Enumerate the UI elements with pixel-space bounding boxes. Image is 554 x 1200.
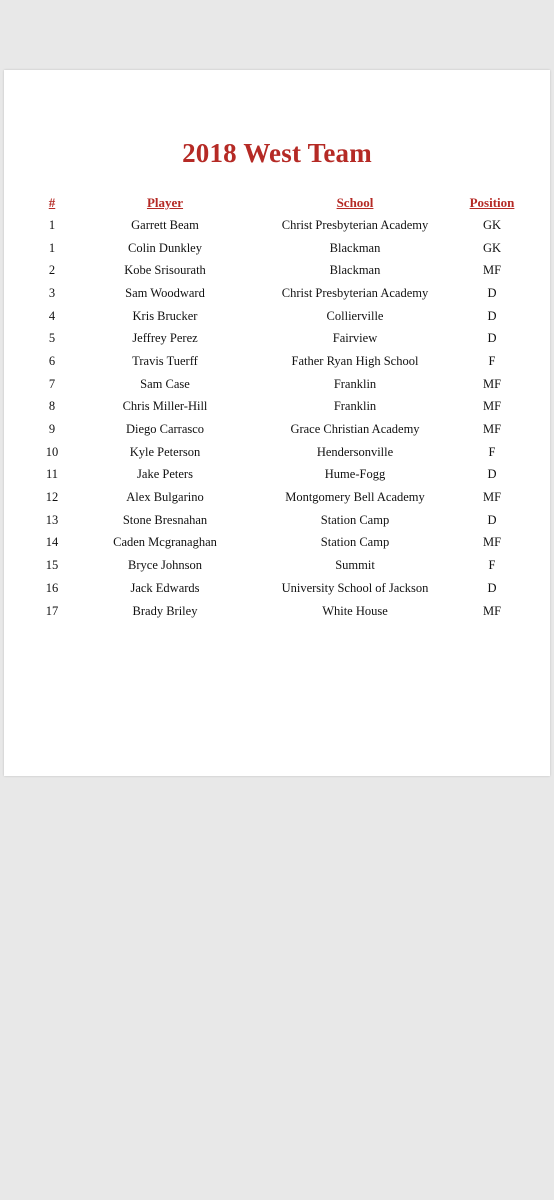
player-name: Brady Briley [132, 603, 198, 618]
player-number: 11 [45, 467, 59, 482]
table-row [29, 600, 529, 623]
table-row [29, 554, 529, 577]
player-name: Sam Case [140, 376, 190, 391]
table-row [29, 486, 529, 509]
player-school: Father Ryan High School [291, 353, 419, 368]
player-number: 13 [45, 512, 59, 527]
player-position: MF [482, 376, 502, 391]
player-school: Station Camp [320, 512, 390, 527]
player-name: Jake Peters [137, 467, 193, 482]
table-row [29, 350, 529, 373]
table-row [29, 509, 529, 532]
player-position: D [487, 512, 497, 527]
player-name: Jeffrey Perez [132, 331, 198, 346]
player-school: Hume-Fogg [324, 467, 386, 482]
player-name: Caden Mcgranaghan [113, 535, 217, 550]
player-position: MF [482, 603, 502, 618]
player-number: 10 [45, 444, 59, 459]
table-row [29, 396, 529, 419]
player-position: MF [482, 422, 502, 437]
player-number: 9 [48, 422, 56, 437]
player-school: Blackman [329, 240, 381, 255]
table-row [29, 441, 529, 464]
player-position: D [487, 308, 497, 323]
player-number: 14 [45, 535, 59, 550]
table-row [29, 464, 529, 487]
player-name: Garrett Beam [131, 217, 199, 232]
player-school: Blackman [329, 263, 381, 278]
roster-body [29, 214, 529, 622]
player-number: 4 [48, 308, 56, 323]
player-name: Kobe Srisourath [124, 263, 206, 278]
player-school: Fairview [332, 331, 378, 346]
table-row [29, 327, 529, 350]
header-position: Position [469, 195, 515, 210]
player-name: Kris Brucker [132, 308, 198, 323]
player-number: 2 [48, 263, 56, 278]
player-name: Bryce Johnson [128, 558, 202, 573]
player-number: 8 [48, 399, 56, 414]
player-number: 15 [45, 558, 59, 573]
player-name: Kyle Peterson [129, 444, 201, 459]
player-school: Montgomery Bell Academy [285, 490, 425, 505]
player-name: Chris Miller-Hill [122, 399, 208, 414]
player-name: Diego Carrasco [125, 422, 205, 437]
table-row [29, 305, 529, 328]
player-position: D [487, 580, 497, 595]
header-player: Player [146, 195, 184, 210]
table-row [29, 282, 529, 305]
player-position: MF [482, 490, 502, 505]
player-school: Franklin [333, 376, 377, 391]
header-number: # [48, 195, 56, 210]
player-number: 7 [48, 376, 56, 391]
player-number: 3 [48, 285, 56, 300]
table-row [29, 373, 529, 396]
player-number: 17 [45, 603, 59, 618]
player-name: Sam Woodward [125, 285, 205, 300]
table-header-row [29, 192, 529, 214]
player-position: GK [482, 240, 502, 255]
player-number: 1 [48, 240, 56, 255]
player-school: Franklin [333, 399, 377, 414]
player-name: Jack Edwards [130, 580, 200, 595]
roster-table [29, 192, 529, 622]
player-number: 16 [45, 580, 59, 595]
table-row [29, 532, 529, 555]
player-position: F [488, 353, 496, 368]
player-number: 12 [45, 490, 59, 505]
player-name: Travis Tuerff [132, 353, 198, 368]
table-row [29, 214, 529, 237]
player-school: Grace Christian Academy [290, 422, 420, 437]
table-row [29, 259, 529, 282]
player-position: F [488, 558, 496, 573]
player-position: D [487, 331, 497, 346]
player-number: 1 [48, 217, 56, 232]
player-position: MF [482, 535, 502, 550]
document-page [4, 70, 550, 776]
table-row [29, 577, 529, 600]
player-school: Station Camp [320, 535, 390, 550]
player-school: White House [322, 603, 388, 618]
header-school: School [336, 195, 374, 210]
player-name: Alex Bulgarino [126, 490, 204, 505]
player-position: GK [482, 217, 502, 232]
table-row [29, 418, 529, 441]
player-position: D [487, 285, 497, 300]
player-position: D [487, 467, 497, 482]
player-position: MF [482, 399, 502, 414]
player-name: Stone Bresnahan [122, 512, 208, 527]
player-school: Summit [335, 558, 375, 573]
player-school: Christ Presbyterian Academy [281, 285, 429, 300]
player-name: Colin Dunkley [128, 240, 202, 255]
player-position: MF [482, 263, 502, 278]
player-school: Christ Presbyterian Academy [281, 217, 429, 232]
table-row [29, 237, 529, 260]
player-school: University School of Jackson [281, 580, 429, 595]
player-school: Hendersonville [316, 444, 394, 459]
player-number: 6 [48, 353, 56, 368]
player-number: 5 [48, 331, 56, 346]
player-school: Collierville [326, 308, 384, 323]
player-position: F [488, 444, 496, 459]
page-title: 2018 West Team [182, 138, 372, 168]
